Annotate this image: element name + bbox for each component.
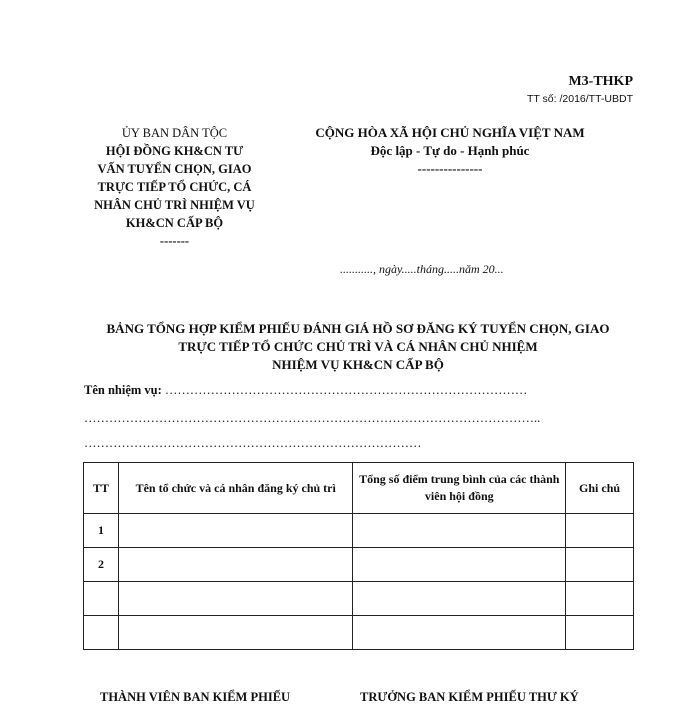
task-label: Tên nhiệm vụ: [84, 383, 162, 397]
cell-notes [566, 514, 634, 548]
cell-organization [118, 548, 353, 582]
nation-separator: --------------- [417, 161, 483, 176]
cell-organization [118, 616, 353, 650]
org-line-3: VẤN TUYỂN CHỌN, GIAO [97, 162, 252, 176]
org-line-6: KH&CN CẤP BỘ [125, 216, 224, 230]
task-dots-2: ……………………………………………………………………………………………….. [84, 411, 541, 425]
cell-score [353, 514, 566, 548]
table-row [84, 616, 634, 650]
doc-title-line-2: TRỰC TIẾP TỔ CHỨC CHỦ TRÌ VÀ CÁ NHÂN CHỦ NHIỆM [178, 339, 538, 354]
nation-title: CỘNG HÒA XÃ HỘI CHỦ NGHĨA VIỆT NAM [315, 125, 585, 140]
header-notes: Ghi chú [566, 463, 634, 514]
header-average-score: Tổng số điểm trung bình của các thành viên hội đồng [353, 463, 566, 514]
org-line-4: TRỰC TIẾP TỔ CHỨC, CÁ [97, 180, 252, 194]
cell-tt [84, 616, 119, 650]
summary-table [83, 462, 634, 650]
cell-score [353, 582, 566, 616]
cell-score [353, 616, 566, 650]
table-row [84, 582, 634, 616]
table-row [84, 514, 634, 548]
task-dots-3: ……………………………………………………………………… [84, 436, 422, 450]
cell-notes [566, 582, 634, 616]
cell-tt [84, 582, 119, 616]
cell-organization [118, 514, 353, 548]
task-dots-1: …………………………………………………………………………… [161, 383, 528, 397]
cell-organization [118, 582, 353, 616]
form-code: M3-THKP [568, 74, 633, 89]
issuing-organization [82, 124, 267, 250]
table-header-row [84, 463, 634, 514]
date-line: ..........., ngày.....tháng.....năm 20... [340, 262, 504, 276]
org-line-1: ỦY BAN DÂN TỘC [121, 126, 228, 140]
table-row [84, 548, 634, 582]
national-heading [280, 124, 620, 178]
cell-notes [566, 548, 634, 582]
cell-tt: 2 [84, 548, 119, 582]
header-organization: Tên tổ chức và cá nhân đăng ký chủ trì [118, 463, 353, 514]
task-name-line [84, 383, 527, 398]
header-tt: TT [84, 463, 119, 514]
doc-title-line-3: NHIỆM VỤ KH&CN CẤP BỘ [272, 357, 444, 372]
document-number: TT số: /2016/TT-UBDT [527, 93, 633, 105]
footer-signature-right: TRƯỞNG BAN KIỂM PHIẾU THƯ KÝ [360, 690, 579, 704]
cell-score [353, 548, 566, 582]
nation-motto: Độc lập - Tự do - Hạnh phúc [370, 143, 530, 158]
footer-signature-left: THÀNH VIÊN BAN KIỂM PHIẾU [100, 690, 291, 704]
org-line-5: NHÂN CHỦ TRÌ NHIỆM VỤ [94, 198, 255, 212]
document-title [80, 320, 636, 374]
cell-notes [566, 616, 634, 650]
org-line-2: HỘI ĐỒNG KH&CN TƯ [105, 144, 244, 158]
cell-tt: 1 [84, 514, 119, 548]
org-separator: ------- [159, 234, 190, 248]
doc-title-line-1: BẢNG TỔNG HỢP KIỂM PHIẾU ĐÁNH GIÁ HỒ SƠ ĐĂNG KÝ TUYỂN CHỌN, GIAO [106, 321, 610, 336]
